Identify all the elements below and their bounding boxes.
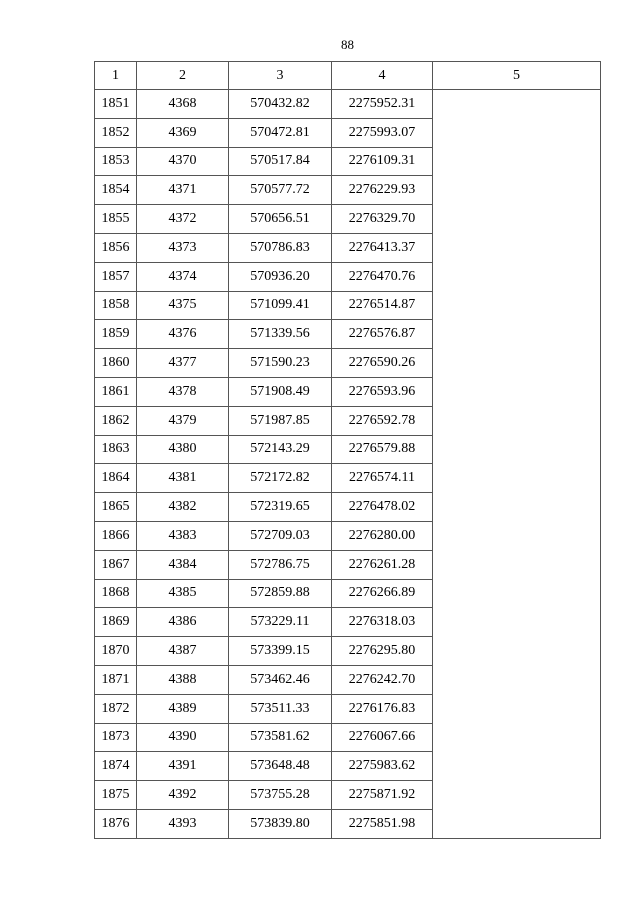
- table-cell: 2276109.31: [332, 147, 433, 176]
- table-cell: 573462.46: [229, 665, 332, 694]
- table-cell: 4388: [137, 665, 229, 694]
- table-cell: 570432.82: [229, 90, 332, 119]
- table-cell: 2276413.37: [332, 233, 433, 262]
- table-cell: 2276576.87: [332, 320, 433, 349]
- table-cell: 570577.72: [229, 176, 332, 205]
- table-cell: 4391: [137, 752, 229, 781]
- table-cell: 1876: [95, 809, 137, 838]
- table-cell: 573511.33: [229, 694, 332, 723]
- table-cell: 1857: [95, 262, 137, 291]
- page-number: 88: [341, 37, 354, 52]
- table-cell: 2276261.28: [332, 550, 433, 579]
- table-cell: 4379: [137, 406, 229, 435]
- table-cell: 4374: [137, 262, 229, 291]
- table-cell: 570517.84: [229, 147, 332, 176]
- table-cell: 573648.48: [229, 752, 332, 781]
- table-cell: 4393: [137, 809, 229, 838]
- table-cell: 2275851.98: [332, 809, 433, 838]
- table-cell: 1867: [95, 550, 137, 579]
- table-cell: 4386: [137, 608, 229, 637]
- table-cell: 2276318.03: [332, 608, 433, 637]
- table-cell: 1863: [95, 435, 137, 464]
- table-cell: 573755.28: [229, 781, 332, 810]
- table-cell: 2276478.02: [332, 493, 433, 522]
- table-cell: 1862: [95, 406, 137, 435]
- table-cell: 571987.85: [229, 406, 332, 435]
- table-cell: 1872: [95, 694, 137, 723]
- table-cell: 2275993.07: [332, 118, 433, 147]
- table-cell: 573399.15: [229, 637, 332, 666]
- column-header: 4: [332, 62, 433, 90]
- table-cell: 570786.83: [229, 233, 332, 262]
- table-cell: 1854: [95, 176, 137, 205]
- table-cell: 1869: [95, 608, 137, 637]
- table-cell: 1860: [95, 349, 137, 378]
- table-cell: 2276592.78: [332, 406, 433, 435]
- table-cell: 2275871.92: [332, 781, 433, 810]
- table-cell: 4368: [137, 90, 229, 119]
- table-cell: 1874: [95, 752, 137, 781]
- table-cell: 4382: [137, 493, 229, 522]
- table-row: [95, 90, 601, 119]
- table-body: [95, 90, 601, 839]
- table-cell: 572143.29: [229, 435, 332, 464]
- table-cell: 1856: [95, 233, 137, 262]
- table-cell: 1851: [95, 90, 137, 119]
- table-cell: 572859.88: [229, 579, 332, 608]
- table-cell: 2276242.70: [332, 665, 433, 694]
- table-cell: 1866: [95, 521, 137, 550]
- table-cell: 1873: [95, 723, 137, 752]
- table-cell: 1871: [95, 665, 137, 694]
- table-cell: 1855: [95, 205, 137, 234]
- table-cell: 4380: [137, 435, 229, 464]
- column-header: 3: [229, 62, 332, 90]
- table-cell: 1858: [95, 291, 137, 320]
- table-cell: 4370: [137, 147, 229, 176]
- column-header: 1: [95, 62, 137, 90]
- column-header: 2: [137, 62, 229, 90]
- table-cell: 2276470.76: [332, 262, 433, 291]
- table-cell: 1864: [95, 464, 137, 493]
- column-5-cell: [433, 90, 601, 839]
- table-cell: 2276514.87: [332, 291, 433, 320]
- table-header-row: [95, 62, 601, 90]
- table-cell: 2276229.93: [332, 176, 433, 205]
- table-cell: 4375: [137, 291, 229, 320]
- table-cell: 2276590.26: [332, 349, 433, 378]
- table-cell: 2276295.80: [332, 637, 433, 666]
- table-cell: 573581.62: [229, 723, 332, 752]
- table-cell: 572319.65: [229, 493, 332, 522]
- table-cell: 4377: [137, 349, 229, 378]
- table-cell: 4373: [137, 233, 229, 262]
- table-cell: 570936.20: [229, 262, 332, 291]
- table-cell: 4383: [137, 521, 229, 550]
- table-cell: 4384: [137, 550, 229, 579]
- table-cell: 572172.82: [229, 464, 332, 493]
- table-cell: 2276329.70: [332, 205, 433, 234]
- table-cell: 4371: [137, 176, 229, 205]
- table-cell: 1870: [95, 637, 137, 666]
- table-cell: 1865: [95, 493, 137, 522]
- table-cell: 4376: [137, 320, 229, 349]
- table-cell: 570472.81: [229, 118, 332, 147]
- table-cell: 571908.49: [229, 377, 332, 406]
- table-cell: 4369: [137, 118, 229, 147]
- column-header: 5: [433, 62, 601, 90]
- coordinates-table: [94, 61, 601, 839]
- table-cell: 4387: [137, 637, 229, 666]
- table-cell: 2275952.31: [332, 90, 433, 119]
- table-cell: 2276579.88: [332, 435, 433, 464]
- table-cell: 572709.03: [229, 521, 332, 550]
- table-cell: 2276266.89: [332, 579, 433, 608]
- table-cell: 1868: [95, 579, 137, 608]
- table-cell: 2276280.00: [332, 521, 433, 550]
- table-cell: 571590.23: [229, 349, 332, 378]
- table-cell: 4392: [137, 781, 229, 810]
- table-cell: 4372: [137, 205, 229, 234]
- table-cell: 4385: [137, 579, 229, 608]
- table-cell: 1861: [95, 377, 137, 406]
- table-cell: 4390: [137, 723, 229, 752]
- table-cell: 2276593.96: [332, 377, 433, 406]
- table-cell: 573229.11: [229, 608, 332, 637]
- table-cell: 1852: [95, 118, 137, 147]
- table-cell: 2276574.11: [332, 464, 433, 493]
- table-cell: 4389: [137, 694, 229, 723]
- table-cell: 573839.80: [229, 809, 332, 838]
- table-cell: 1859: [95, 320, 137, 349]
- table-cell: 1853: [95, 147, 137, 176]
- table-cell: 572786.75: [229, 550, 332, 579]
- table-cell: 4378: [137, 377, 229, 406]
- table-cell: 2276176.83: [332, 694, 433, 723]
- table-cell: 571099.41: [229, 291, 332, 320]
- table-cell: 1875: [95, 781, 137, 810]
- table-cell: 2275983.62: [332, 752, 433, 781]
- table-cell: 4381: [137, 464, 229, 493]
- table-cell: 571339.56: [229, 320, 332, 349]
- table-cell: 570656.51: [229, 205, 332, 234]
- table-cell: 2276067.66: [332, 723, 433, 752]
